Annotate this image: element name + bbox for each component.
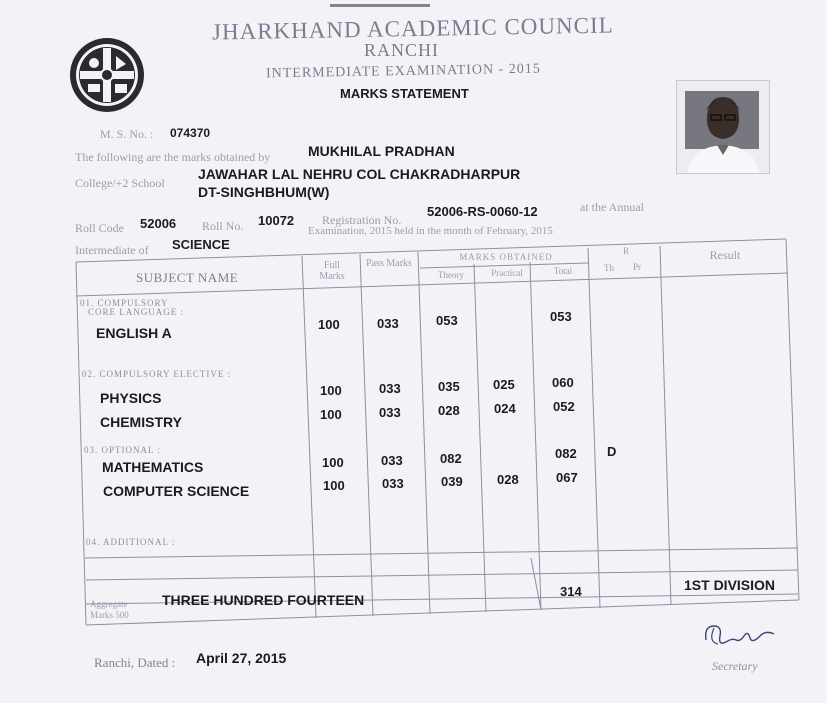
aggregate-max-marks: Marks 500 [90, 610, 129, 620]
roll-code-label: Roll Code [75, 221, 125, 235]
subject-mathematics: MATHEMATICS [102, 459, 204, 475]
computer-science-full-marks: 100 [323, 478, 345, 493]
mathematics-total: 082 [555, 446, 577, 461]
college-name: JAWAHAR LAL NEHRU COL CHAKRADHARPUR [198, 166, 521, 182]
section-sublabel-core-language: CORE LANGUAGE : [88, 307, 184, 317]
subject-english-a: ENGLISH A [96, 325, 172, 341]
result-division: 1ST DIVISION [684, 577, 776, 593]
subject-name-header: SUBJECT NAME [136, 270, 239, 285]
registration-no: 52006-RS-0060-12 [427, 204, 538, 219]
section-label-compulsory-elective: 02. COMPULSORY ELECTIVE : [82, 369, 232, 379]
physics-practical: 025 [493, 377, 515, 392]
theory-header: Theory [438, 270, 464, 280]
subject-physics: PHYSICS [100, 390, 162, 406]
chemistry-total: 052 [553, 399, 575, 414]
aggregate-total: 314 [560, 584, 582, 599]
aggregate-label: Aggregate [90, 599, 128, 609]
exam-held-text: Examination, 2015 held in the month of February, 2015 [308, 225, 553, 237]
physics-pass-marks: 033 [379, 381, 401, 396]
roll-no-label: Roll No. [202, 219, 244, 233]
physics-theory: 035 [438, 379, 460, 394]
total-header: Total [553, 266, 573, 276]
secretary-signature [700, 618, 780, 654]
ms-no-label: M. S. No. : [100, 127, 154, 141]
registration-label: Registration No. [322, 213, 402, 227]
annual-text: at the Annual [580, 200, 644, 214]
result-header: Result [709, 248, 741, 262]
document-title: MARKS STATEMENT [340, 86, 469, 101]
section-label-compulsory: 01. COMPULSORY [80, 298, 169, 308]
board-name: JHARKHAND ACADEMIC COUNCIL [211, 12, 614, 45]
mathematics-remark: D [607, 444, 617, 459]
chemistry-theory: 028 [438, 403, 460, 418]
subject-computer-science: COMPUTER SCIENCE [103, 483, 250, 499]
intermediate-label: Intermediate of [75, 243, 149, 257]
obtained-by-label: The following are the marks obtained by [75, 150, 271, 164]
roll-no-value: 10072 [258, 213, 295, 228]
exam-name: INTERMEDIATE EXAMINATION - 2015 [265, 61, 541, 82]
roll-code-value: 52006 [140, 216, 177, 231]
physics-total: 060 [552, 375, 574, 390]
computer-science-practical: 028 [497, 472, 519, 487]
english-full-marks: 100 [318, 317, 340, 332]
english-pass-marks: 033 [377, 316, 399, 331]
english-theory: 053 [436, 313, 458, 328]
remark-header: R [622, 246, 629, 256]
practical-header: Practical [491, 268, 523, 278]
mathematics-theory: 082 [440, 451, 462, 466]
signatory-title: Secretary [712, 659, 758, 673]
section-label-additional: 04. ADDITIONAL : [86, 537, 176, 547]
mathematics-pass-marks: 033 [381, 453, 403, 468]
student-name: MUKHILAL PRADHAN [308, 143, 455, 159]
full-marks-header: Full Marks [319, 260, 345, 282]
place-date-label: Ranchi, Dated : [94, 655, 176, 670]
remark-pr-header: Pr [632, 262, 641, 272]
college-district: DT-SINGHBHUM(W) [198, 184, 330, 200]
pass-marks-header: Pass Marks [366, 258, 412, 269]
english-total: 053 [550, 309, 572, 324]
board-city: RANCHI [364, 40, 440, 60]
stream-value: SCIENCE [172, 237, 230, 252]
ms-no-value: 074370 [170, 126, 211, 140]
chemistry-full-marks: 100 [320, 407, 342, 422]
mathematics-full-marks: 100 [322, 455, 344, 470]
college-label: College/+2 School [75, 176, 165, 190]
section-label-optional: 03. OPTIONAL : [84, 445, 161, 455]
computer-science-total: 067 [556, 470, 578, 485]
computer-science-pass-marks: 033 [382, 476, 404, 491]
chemistry-practical: 024 [494, 401, 516, 416]
subject-chemistry: CHEMISTRY [100, 414, 182, 430]
secretary-signature-text [716, 624, 719, 625]
remark-th-header: Th [604, 263, 614, 273]
issue-date: April 27, 2015 [196, 650, 287, 666]
computer-science-theory: 039 [441, 474, 463, 489]
marks-obtained-header: MARKS OBTAINED [459, 252, 553, 262]
physics-full-marks: 100 [320, 383, 342, 398]
aggregate-words: THREE HUNDRED FOURTEEN [162, 592, 365, 608]
chemistry-pass-marks: 033 [379, 405, 401, 420]
